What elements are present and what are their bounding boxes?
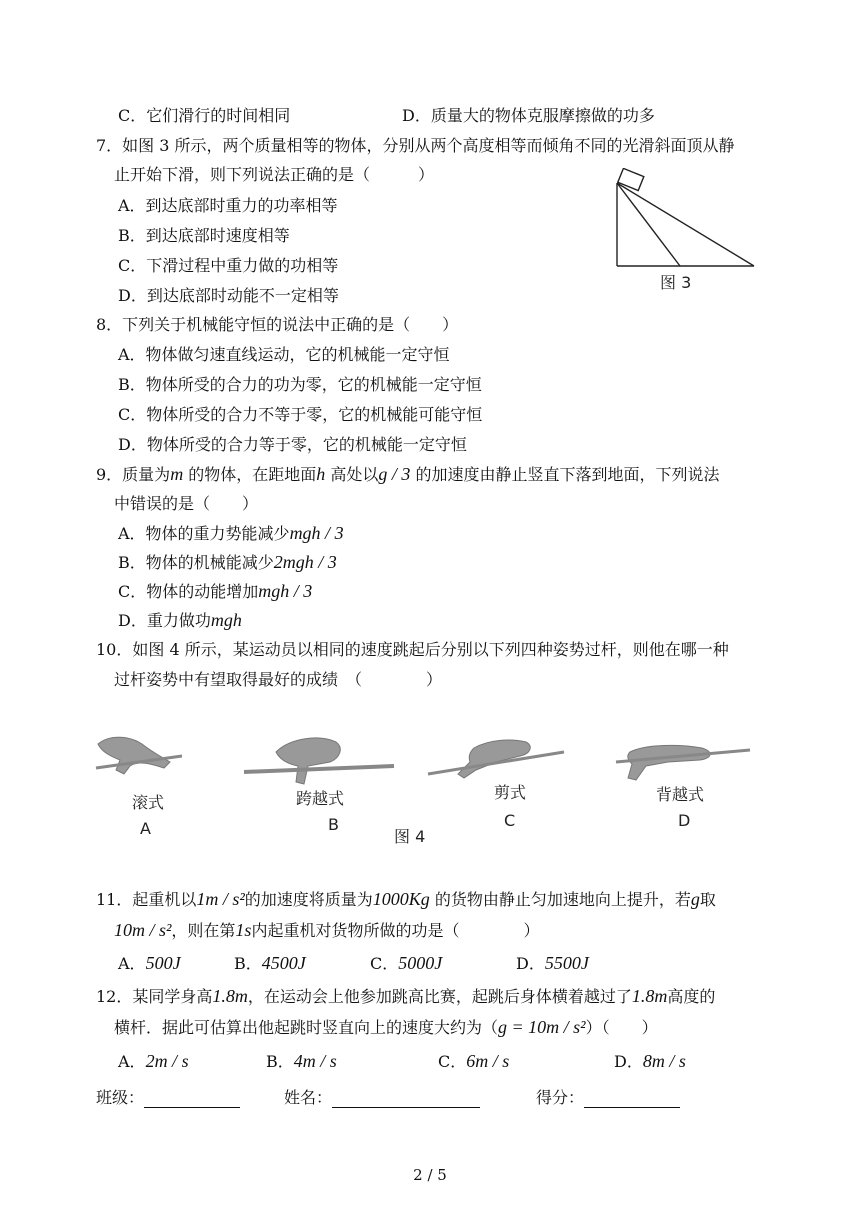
q7-option-a: A．到达底部时重力的功率相等 bbox=[118, 196, 338, 215]
q12-option-b: B．4m / s bbox=[266, 1051, 337, 1071]
q11-stem-line1: 11．起重机以1m / s²的加速度将质量为1000Kg 的货物由静止匀加速地向上提升，若g取 bbox=[96, 889, 716, 909]
q10-stem-line2: 过杆姿势中有望取得最好的成绩 （ ） bbox=[114, 670, 443, 689]
pose-d-figure bbox=[616, 745, 750, 780]
q9-option-c: C．物体的动能增加mgh / 3 bbox=[118, 581, 313, 601]
q7-stem-line1: 7．如图 3 所示，两个质量相等的物体，分别从两个高度相等而倾角不同的光滑斜面顶从静 bbox=[96, 136, 735, 155]
q8-option-c: C．物体所受的合力不等于零，它的机械能可能守恒 bbox=[118, 405, 483, 424]
class-blank[interactable] bbox=[144, 1089, 240, 1108]
pose-a-letter: A bbox=[140, 819, 151, 838]
name-label: 姓名： bbox=[284, 1088, 333, 1107]
name-field[interactable] bbox=[284, 1085, 480, 1108]
page-number: 2 / 5 bbox=[413, 1166, 447, 1184]
q9-option-d: D．重力做功mgh bbox=[118, 610, 242, 630]
class-field[interactable] bbox=[96, 1085, 240, 1108]
q9-option-a: A．物体的重力势能减少mgh / 3 bbox=[118, 523, 344, 543]
q8-option-a: A．物体做匀速直线运动，它的机械能一定守恒 bbox=[118, 345, 450, 364]
pose-b-label: 跨越式 bbox=[296, 789, 345, 808]
q7-option-b: B．到达底部时速度相等 bbox=[118, 226, 290, 245]
q8-option-b: B．物体所受的合力的功为零，它的机械能一定守恒 bbox=[118, 375, 482, 394]
pose-b-figure bbox=[244, 738, 394, 784]
q9-option-b: B．物体的机械能减少2mgh / 3 bbox=[118, 552, 337, 572]
q8-stem: 8．下列关于机械能守恒的说法中正确的是（ ） bbox=[96, 315, 459, 334]
incline-shallow bbox=[617, 183, 754, 266]
block-shape bbox=[618, 168, 644, 190]
pose-c-label: 剪式 bbox=[494, 783, 527, 802]
q11-option-c: C．5000J bbox=[370, 953, 443, 973]
pose-a-figure bbox=[96, 737, 182, 774]
q7-option-d: D．到达底部时动能不一定相等 bbox=[118, 286, 339, 305]
score-blank[interactable] bbox=[584, 1089, 680, 1108]
q12-stem-line2: 横杆．据此可估算出他起跳时竖直向上的速度大约为（g = 10m / s²）（ ） bbox=[114, 1017, 658, 1037]
q7-option-c: C．下滑过程中重力做的功相等 bbox=[118, 256, 339, 275]
q10-stem-line1: 10．如图 4 所示，某运动员以相同的速度跳起后分别以下列四种姿势过杆，则他在哪一种 bbox=[96, 640, 729, 659]
score-field[interactable] bbox=[536, 1085, 680, 1108]
q6-option-c: C．它们滑行的时间相同 bbox=[118, 106, 291, 125]
q11-option-a: A．500J bbox=[118, 953, 181, 973]
pose-d-letter: D bbox=[678, 811, 691, 830]
pose-a-label: 滚式 bbox=[132, 793, 165, 812]
name-blank[interactable] bbox=[332, 1089, 480, 1108]
q9-stem-line2: 中错误的是（ ） bbox=[114, 494, 259, 513]
q12-option-a: A．2m / s bbox=[118, 1051, 189, 1071]
figure-3-caption: 图 3 bbox=[660, 273, 692, 292]
pose-c-letter: C bbox=[504, 811, 516, 830]
pose-b-letter: B bbox=[328, 815, 339, 834]
figure-4-jump-poses bbox=[90, 722, 760, 857]
q12-stem-line1: 12．某同学身高1.8m，在运动会上他参加跳高比赛，起跳后身体横着越过了1.8m高度的 bbox=[96, 986, 716, 1006]
figure-4-caption: 图 4 bbox=[394, 827, 426, 846]
q12-option-d: D．8m / s bbox=[614, 1051, 686, 1071]
q11-option-d: D．5500J bbox=[516, 953, 589, 973]
figure-3-inclines bbox=[612, 168, 762, 293]
incline-steep bbox=[617, 183, 680, 266]
q12-option-c: C．6m / s bbox=[438, 1051, 510, 1071]
pose-c-figure bbox=[428, 740, 564, 778]
score-label: 得分： bbox=[536, 1088, 585, 1107]
q7-stem-line2: 止开始下滑，则下列说法正确的是（ ） bbox=[114, 165, 435, 184]
q8-option-d: D．物体所受的合力等于零，它的机械能一定守恒 bbox=[118, 435, 467, 454]
pose-d-label: 背越式 bbox=[656, 785, 705, 804]
q11-stem-line2: 10m / s²，则在第1s内起重机对货物所做的功是（ ） bbox=[114, 920, 540, 940]
class-label: 班级： bbox=[96, 1088, 145, 1107]
student-info-row bbox=[96, 1085, 736, 1111]
q9-stem-line1: 9．质量为m 的物体，在距地面h 高处以g / 3 的加速度由静止竖直下落到地面，下列说法 bbox=[96, 464, 720, 484]
q11-option-b: B．4500J bbox=[234, 953, 306, 973]
q6-option-d: D．质量大的物体克服摩擦做的功多 bbox=[402, 106, 655, 125]
